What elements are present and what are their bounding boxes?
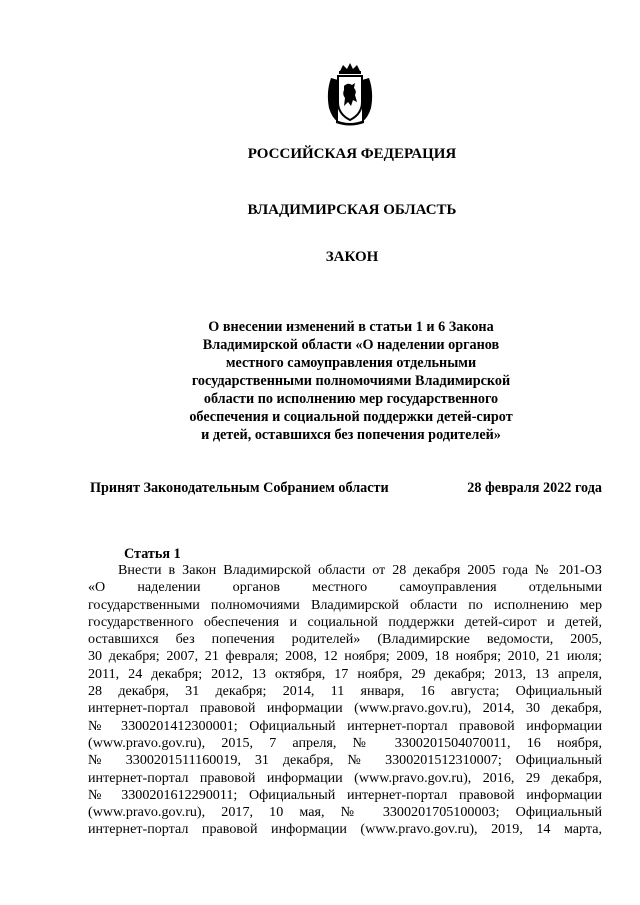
country-heading: РОССИЙСКАЯ ФЕДЕРАЦИЯ [247,146,457,162]
region-heading: ВЛАДИМИРСКАЯ ОБЛАСТЬ [247,202,457,218]
adoption-label: Принят Законодательным Собранием области [90,480,389,496]
title-line: и детей, оставшихся без попечения родителей» [201,427,501,443]
title-line: местного самоуправления отдельными [225,355,477,371]
body-line: 2011, 24 декабря; 2012, 13 октября, 17 ноября, 29 декабря; 2013, 13 апреля, [88,665,602,682]
body-line: 28 декабря, 31 декабря; 2014, 11 января, 16 августа; Официальный [88,683,602,700]
adoption-date: 28 февраля 2022 года [467,480,602,496]
law-title [170,318,532,444]
article-heading: Статья 1 [124,546,181,562]
body-line: интернет-портал правовой информации (www.pravo.gov.ru), 2014, 30 декабря, [88,700,602,717]
coat-of-arms-icon [322,62,378,126]
body-line: Внести в Закон Владимирской области от 28 декабря 2005 года № 201-ОЗ [118,562,602,578]
body-line: № 3300201612290011; Официальный интернет-портал правовой информации [88,786,602,803]
body-line: (www.pravo.gov.ru), 2017, 10 мая, № 3300201705100003; Официальный [88,804,602,821]
body-line: государственного обеспечения и социальной поддержки детей-сирот и детей, [88,613,602,630]
title-line: государственными полномочиями Владимирской [191,373,511,389]
title-line: О внесении изменений в статьи 1 и 6 Закона [208,319,494,335]
body-line: (www.pravo.gov.ru), 2015, 7 апреля, № 3300201504070011, 16 ноября, [88,734,602,751]
article-body [88,562,602,839]
title-line: Владимирской области «О наделении органов [202,337,500,353]
body-line: № 3300201412300001; Официальный интернет-портал правовой информации [88,717,602,734]
body-line: интернет-портал правовой информации (www.pravo.gov.ru), 2016, 29 декабря, [88,769,602,786]
body-line: оставшихся без попечения родителей» (Владимирские ведомости, 2005, [88,631,602,648]
document-type-heading: ЗАКОН [325,249,379,265]
body-line: «О наделении органов местного самоуправления отдельными [88,579,602,596]
body-line: № 3300201511160019, 31 декабря, № 3300201512310007; Официальный [88,752,602,769]
adoption-line [90,480,602,497]
title-line: обеспечения и социальной поддержки детей-сирот [189,409,513,425]
title-line: области по исполнению мер государственного [203,391,499,407]
body-line: 30 декабря; 2007, 21 февраля; 2008, 12 ноября; 2009, 18 ноября; 2010, 21 июля; [88,648,602,665]
body-line: государственными полномочиями Владимирской области по исполнению мер [88,596,602,613]
body-line: интернет-портал правовой информации (www.pravo.gov.ru), 2019, 14 марта, [88,821,602,838]
